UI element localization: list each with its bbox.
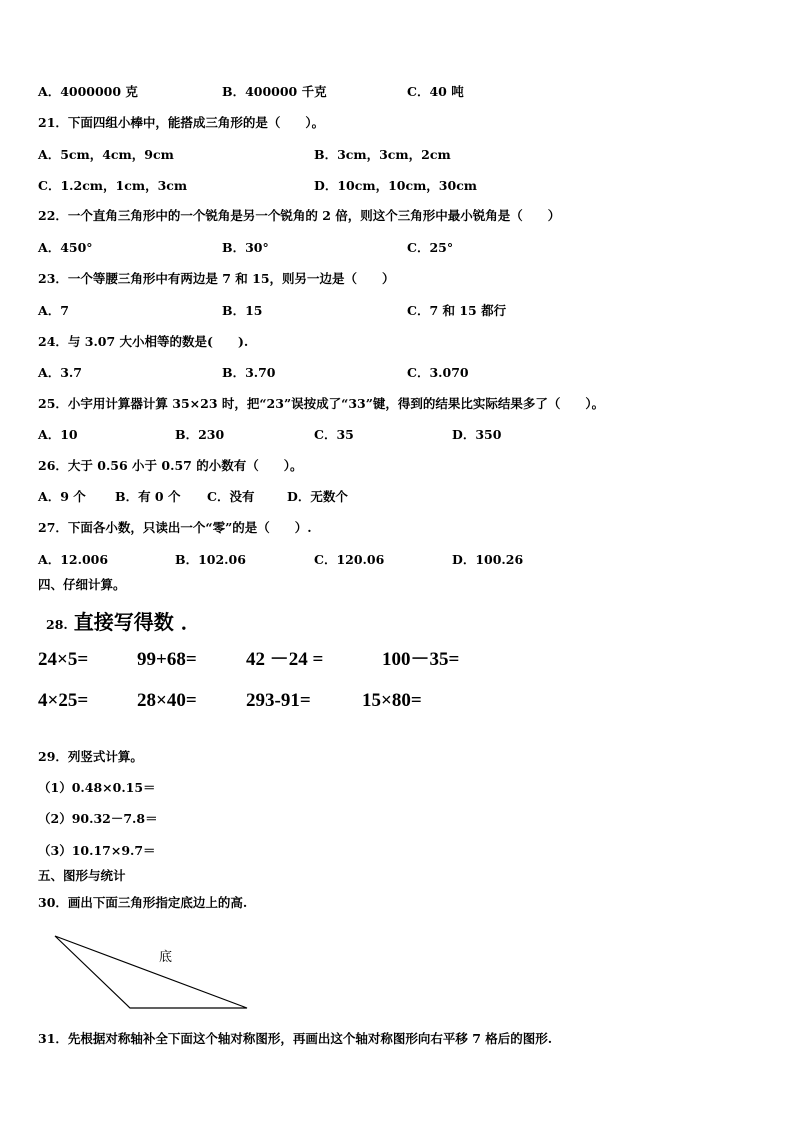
q25-option-b: B．230 [175,427,225,442]
q28-r2-c2: 28×40= [137,690,197,711]
q29-item-1: （1）0.48×0.15＝ [38,780,156,795]
q28-r2-c1: 4×25= [38,690,89,711]
q24-option-b: B．3.70 [222,365,276,380]
q27-stem: 27．下面各小数，只读出一个“零”的是（ ）. [38,520,312,535]
q27-option-b: B．102.06 [175,552,246,567]
q20-option-c: C．40 吨 [407,84,464,99]
q22-option-b: B．30° [222,240,269,255]
section-5-heading: 五、图形与统计 [38,868,126,883]
q26-option-b: B．有 0 个 [115,489,181,504]
q24-option-a: A．3.7 [38,365,82,380]
q21-option-a: A．5cm，4cm，9cm [38,147,174,162]
q28-title-text: 直接写得数 ． [73,610,201,634]
q30-triangle [55,936,247,1008]
q27-option-c: C．120.06 [314,552,385,567]
q28-r1-c1: 24×5= [38,649,89,670]
q23-option-a: A．7 [38,303,69,318]
q28-r1-c3: 42 －24 = [246,649,324,670]
q23-option-c: C．7 和 15 都行 [407,303,507,318]
q26-option-d: D．无数个 [287,489,348,504]
q24-stem: 24．与 3.07 大小相等的数是( ). [38,334,249,349]
q21-stem: 21．下面四组小棒中，能搭成三角形的是（ ）。 [38,115,325,130]
q30-stem: 30．画出下面三角形指定底边上的高. [38,895,248,910]
q26-option-c: C．没有 [207,489,255,504]
q25-stem: 25．小宇用计算器计算 35×23 时，把“23”误按成了“33”键，得到的结果比实际结果多了（ ）。 [38,396,605,411]
q28-r1-c2: 99+68= [137,649,197,670]
section-4-heading: 四、仔细计算。 [38,577,126,592]
q23-stem: 23．一个等腰三角形中有两边是 7 和 15，则另一边是（ ） [38,271,395,286]
q25-option-c: C．35 [314,427,354,442]
q26-option-a: A．9 个 [38,489,86,504]
q24-option-c: C．3.070 [407,365,469,380]
q26-stem: 26．大于 0.56 小于 0.57 的小数有（ ）。 [38,458,303,473]
q21-option-b: B．3cm，3cm，2cm [314,147,451,162]
q29-item-3: （3）10.17×9.7＝ [38,843,156,858]
q30-base-label: 底 [159,950,173,965]
q28-r1-c4: 100－35= [382,649,460,670]
q28-number: 28. [46,617,68,632]
q23-option-b: B．15 [222,303,263,318]
q31-stem: 31．先根据对称轴补全下面这个轴对称图形，再画出这个轴对称图形向右平移 7 格后的图形. [38,1031,553,1046]
q22-option-a: A．450° [38,240,93,255]
q28-r2-c3: 293-91= [246,690,311,711]
q29-stem: 29．列竖式计算。 [38,749,143,764]
q21-option-c: C．1.2cm，1cm，3cm [38,178,188,193]
q27-option-d: D．100.26 [452,552,524,567]
q20-option-b: B．400000 千克 [222,84,327,99]
q21-option-d: D．10cm，10cm，30cm [314,178,478,193]
q28-r2-c4: 15×80= [362,690,422,711]
q20-option-a: A．4000000 克 [38,84,138,99]
q25-option-d: D．350 [452,427,502,442]
q28-title [46,606,201,635]
q22-stem: 22．一个直角三角形中的一个锐角是另一个锐角的 2 倍，则这个三角形中最小锐角是（ ） [38,208,561,223]
q27-option-a: A．12.006 [38,552,109,567]
q22-option-c: C．25° [407,240,454,255]
q29-item-2: （2）90.32－7.8＝ [38,811,158,826]
q25-option-a: A．10 [38,427,78,442]
